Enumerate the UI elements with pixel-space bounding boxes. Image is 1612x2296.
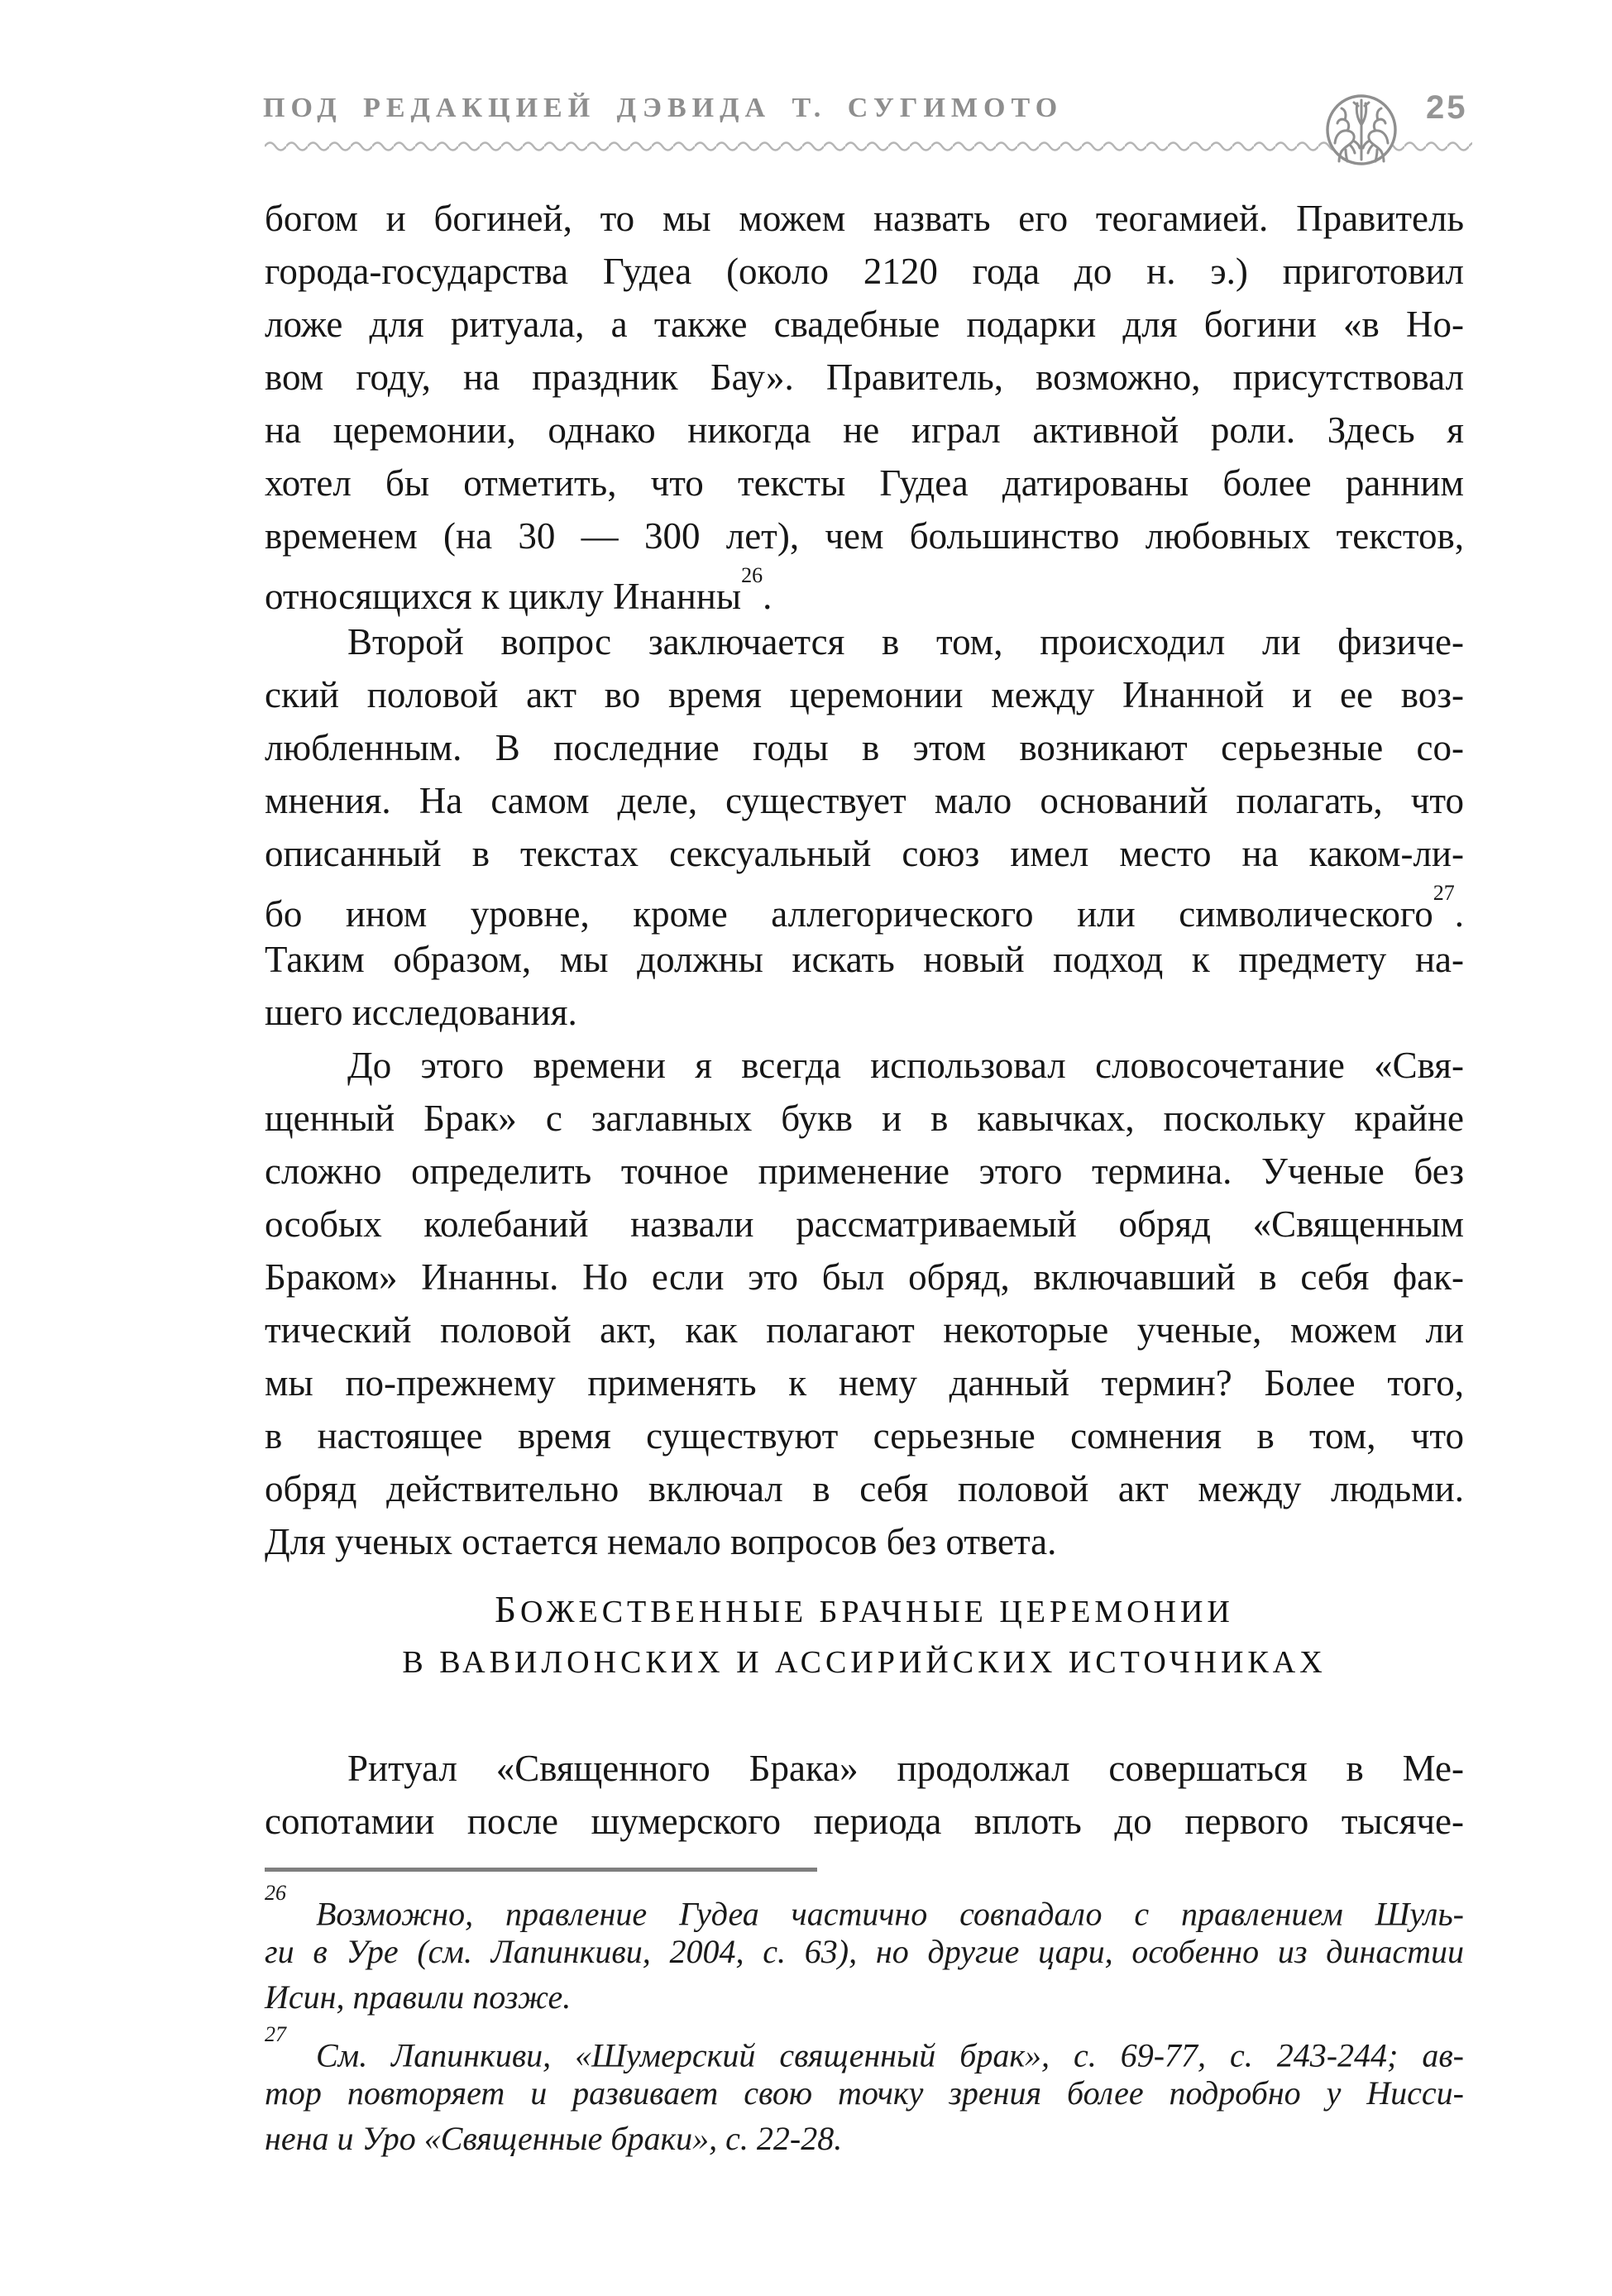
text-line: мнения. На самом деле, существует мало оснований полагать, что (265, 780, 1464, 821)
text-line: До этого времени я всегда использовал словосочетание «Свя- (347, 1045, 1464, 1086)
footnote-marker: 27 (265, 2022, 286, 2046)
text-line: щенный Брак» с заглавных букв и в кавычках, поскольку крайне (265, 1098, 1464, 1139)
footnote-line: нена и Уро «Священные браки», с. 22-28. (265, 2120, 843, 2157)
paragraph (265, 192, 1464, 615)
text-line: в настоящее время существуют серьезные сомнения в том, что (265, 1415, 1464, 1457)
paragraph (265, 1742, 1464, 1848)
page-content (265, 192, 1464, 2161)
text-line: города-государства Гудеа (около 2120 года до н. э.) приготовил (265, 251, 1464, 292)
footnote-reference: 26 (741, 563, 763, 587)
text-line: вом году, на праздник Бау». Правитель, возможно, присутствовал (265, 356, 1464, 398)
footnote (265, 1883, 1464, 2020)
paragraph (265, 615, 1464, 1039)
footnote-line: ги в Уре (см. Лапинкиви, 2004, с. 63), но другие цари, особенно из династии (265, 1933, 1464, 1970)
text-line: обряд действительно включал в себя половой акт между людьми. (265, 1468, 1464, 1509)
footnote-line: $^{27}$См. Лапинкиви, «Шумерский священный брак», с. 69-77, с. 243-244; ав- (265, 2022, 1464, 2074)
text-line: Второй вопрос заключается в том, происходил ли физиче- (347, 621, 1464, 662)
text-line: богом и богиней, то мы можем назвать его теогамией. Правитель (265, 198, 1464, 239)
footnote (265, 2022, 1464, 2161)
text-line: Ритуал «Священного Брака» продолжал совершаться в Ме- (347, 1748, 1464, 1789)
text-line: Таким образом, мы должны искать новый подход к предмету на- (265, 939, 1464, 980)
text-line: ский половой акт во время церемонии между Инанной и ее воз- (265, 674, 1464, 715)
text-line: Для ученых остается немало вопросов без ответа. (265, 1521, 1057, 1562)
text-line: ложе для ритуала, а также свадебные подарки для богини «в Но- (265, 304, 1464, 345)
footnote-line: тор повторяет и развивает свою точку зрения более подробно у Нисси- (265, 2074, 1464, 2112)
text-line: временем (на 30 — 300 лет), чем большинство любовных текстов, (265, 515, 1464, 557)
paragraph (265, 1039, 1464, 1568)
section-heading-line-2: В ВАВИЛОНСКИХ И АССИРИЙСКИХ ИСТОЧНИКАХ (402, 1645, 1327, 1680)
footnotes (265, 1883, 1464, 2161)
footnote-reference: 27 (1433, 881, 1455, 905)
text-line: шего исследования. (265, 992, 577, 1033)
seal-ornament-icon (1324, 92, 1399, 168)
wavy-divider-icon (265, 139, 1472, 154)
section-body (265, 1742, 1464, 1848)
footnote-line: $^{26}$Возможно, правление Гудеа частично совпадало с правлением Шуль- (265, 1881, 1464, 1933)
text-line: описанный в текстах сексуальный союз имел место на каком-ли- (265, 833, 1464, 874)
text-line: бо ином уровне, кроме аллегорического или символического$^{27}$. (265, 881, 1464, 935)
text-line: относящихся к циклу Инанны$^{26}$. (265, 563, 773, 617)
footnote-separator-rule (265, 1868, 817, 1872)
section-heading (265, 1583, 1464, 1689)
text-line: особых колебаний назвали рассматриваемый обряд «Священным (265, 1203, 1464, 1245)
text-line: сложно определить точное применение этого термина. Ученые без (265, 1150, 1464, 1192)
text-line: на церемонии, однако никогда не играл активной роли. Здесь я (265, 409, 1464, 451)
section-heading-line-1: БОЖЕСТВЕННЫЕ БРАЧНЫЕ ЦЕРЕМОНИИ (495, 1589, 1234, 1630)
page-number: 25 (1426, 89, 1468, 126)
body-text (265, 192, 1464, 1568)
text-line: любленным. В последние годы в этом возникают серьезные со- (265, 727, 1464, 768)
text-line: хотел бы отметить, что тексты Гудеа датированы более ранним (265, 462, 1464, 504)
footnote-marker: 26 (265, 1881, 286, 1905)
text-line: сопотамии после шумерского периода вплоть до первого тысяче- (265, 1801, 1464, 1842)
text-line: мы по-прежнему применять к нему данный термин? Более того, (265, 1362, 1464, 1404)
text-line: Браком» Инанны. Но если это был обряд, включавший в себя фак- (265, 1256, 1464, 1298)
running-header-title: ПОД РЕДАКЦИЕЙ ДЭВИДА Т. СУГИМОТО (263, 93, 1064, 123)
footnote-line: Исин, правили позже. (265, 1978, 572, 2016)
text-line: тический половой акт, как полагают некоторые ученые, можем ли (265, 1309, 1464, 1351)
